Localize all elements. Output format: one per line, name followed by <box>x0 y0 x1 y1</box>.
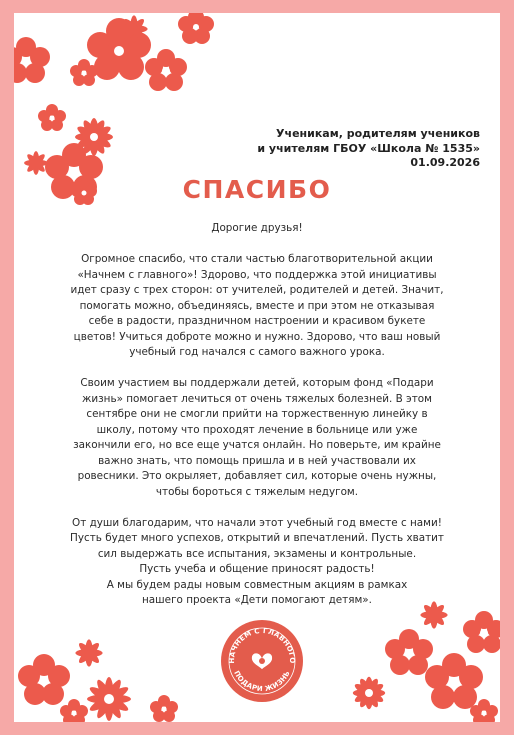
text-line: идет сразу с трех сторон: от учителей, родителей и детей. Значит, <box>70 284 444 296</box>
text-line: А мы будем рады новым совместным акциям в рамках <box>106 578 408 591</box>
paragraph-1 <box>44 252 470 361</box>
text-line: От души благодарим, что начали этот учебный год вместе с нами! <box>72 516 442 529</box>
addressee-line-2: и учителям ГБОУ «Школа № 1535» <box>257 141 480 155</box>
text-line: учебный год начался с самого важного урока. <box>129 346 385 358</box>
text-line: помогать можно, объединяясь, вместе и при этом не отказывая <box>79 299 435 312</box>
addressee-block <box>180 127 480 171</box>
text-line: школу, потому что проходят лечение в больнице или уже <box>96 423 418 436</box>
paragraph-3 <box>44 516 470 609</box>
letter-body <box>44 221 470 624</box>
text-line: чтобы бороться с тяжелым недугом. <box>155 485 359 498</box>
addressee-line-1: Ученикам, родителям учеников <box>276 127 480 140</box>
text-line: нашего проекта «Дети помогают детям». <box>142 594 372 606</box>
text-line: Пусть учеба и общение приносят радость! <box>139 563 375 575</box>
letter-title: СПАСИБО <box>182 175 332 204</box>
campaign-logo <box>220 619 304 703</box>
text-line: сентябре они не смогли прийти на торжественную линейку в <box>86 408 428 420</box>
logo-top-text: НАЧНЕМ С ГЛАВНОГО <box>227 626 297 664</box>
text-line: ровесники. Это окрыляет, добавляет сил, которые очень нужны, <box>77 470 437 482</box>
letter-date: 01.09.2026 <box>410 156 480 169</box>
text-line: Своим участием вы поддержали детей, которым фонд «Подари <box>80 377 434 389</box>
text-line: Пусть будет много успехов, открытий и впечатлений. Пусть хватит <box>70 532 444 544</box>
text-line: сил выдержать все испытания, экзамены и контрольные. <box>97 547 417 560</box>
text-line: важно знать, что помощь пришла и в ней участвовали их <box>98 454 416 467</box>
text-line: «Начнем с главного»! Здорово, что поддержка этой инициативы <box>77 268 437 281</box>
logo-bottom-text: ПОДАРИ ЖИЗНЬ <box>232 669 292 694</box>
text-line: цветов! Учиться доброте можно и нужно. Здорово, что ваш новый <box>73 330 441 343</box>
text-line: жизнь» помогает лечиться от очень тяжелых болезней. В этом <box>82 392 432 405</box>
text-line: закончили его, но все еще учатся онлайн. Но поверьте, им крайне <box>73 439 441 451</box>
greeting: Дорогие друзья! <box>211 222 303 234</box>
paragraph-2 <box>44 376 470 500</box>
letter-page <box>14 13 500 722</box>
text-line: Огромное спасибо, что стали частью благотворительной акции <box>81 253 433 265</box>
text-line: себе в радости, праздничном настроении и красивом букете <box>88 315 426 327</box>
